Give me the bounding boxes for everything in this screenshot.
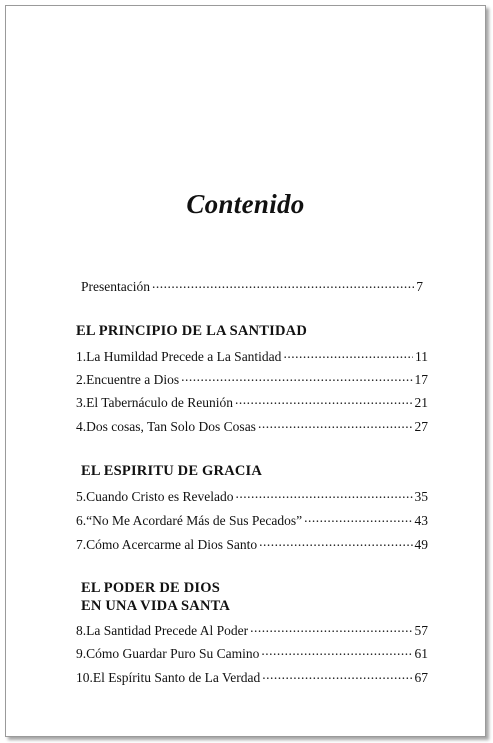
dot-leader <box>250 621 412 635</box>
section-heading-line: EL PODER DE DIOS <box>81 580 220 596</box>
toc-entry-label: 9.Cómo Guardar Puro Su Camino <box>76 646 260 661</box>
dot-leader <box>258 417 413 431</box>
toc-entry <box>76 644 428 662</box>
toc-entry-page: 49 <box>414 537 428 552</box>
toc-entry <box>76 417 428 435</box>
toc-entry <box>76 511 428 529</box>
dot-leader <box>152 277 414 291</box>
book-page <box>5 5 486 737</box>
toc-entry-page: 43 <box>414 513 428 528</box>
section-heading-line: EL ESPIRITU DE GRACIA <box>81 463 263 479</box>
toc-entry-label: 5.Cuando Cristo es Revelado <box>76 489 234 504</box>
page-title: Contenido <box>186 189 305 219</box>
toc-entry-presentation <box>81 277 423 295</box>
toc-entry-page: 17 <box>414 372 428 387</box>
toc-entry <box>76 668 428 686</box>
dot-leader <box>261 644 412 658</box>
toc-entry-page: 21 <box>414 395 428 410</box>
dot-leader <box>262 668 412 682</box>
toc-entry-page: 35 <box>414 489 428 504</box>
dot-leader <box>181 370 412 384</box>
section-heading-line: EN UNA VIDA SANTA <box>81 598 231 614</box>
toc-entry <box>76 487 428 505</box>
toc-entry-label: Presentación <box>81 279 150 294</box>
toc-entry-page: 61 <box>414 646 428 661</box>
dot-leader <box>304 511 412 525</box>
toc-entry-label: 8.La Santidad Precede Al Poder <box>76 623 249 638</box>
toc-entry-page: 7 <box>416 279 423 294</box>
section-heading <box>81 462 262 480</box>
toc-entry-label: 10.El Espíritu Santo de La Verdad <box>76 670 261 685</box>
toc-entry <box>76 393 428 411</box>
toc-entry <box>76 535 428 553</box>
dot-leader <box>235 487 412 501</box>
toc-entry-label: 7.Cómo Acercarme al Dios Santo <box>76 537 258 552</box>
toc-entry-page: 57 <box>414 623 428 638</box>
section-heading <box>81 579 230 615</box>
toc-entry <box>76 621 428 639</box>
toc-entry-page: 27 <box>414 419 428 434</box>
toc-entry <box>76 370 428 388</box>
dot-leader <box>283 347 413 361</box>
section-heading-line: EL PRINCIPIO DE LA SANTIDAD <box>76 323 307 339</box>
toc-entry-page: 11 <box>415 349 428 364</box>
toc-entry-label: 6.“No Me Acordaré Más de Sus Pecados” <box>76 513 303 528</box>
dot-leader <box>259 535 412 549</box>
toc-entry-label: 3.El Tabernáculo de Reunión <box>76 395 234 410</box>
toc-entry-page: 67 <box>414 670 428 685</box>
section-heading <box>76 322 307 340</box>
toc-entry <box>76 347 428 365</box>
toc-entry-label: 4.Dos cosas, Tan Solo Dos Cosas <box>76 419 256 434</box>
toc-entry-label: 2.Encuentre a Dios <box>76 372 180 387</box>
toc-entry-label: 1.La Humildad Precede a La Santidad <box>76 349 282 364</box>
dot-leader <box>235 393 412 407</box>
